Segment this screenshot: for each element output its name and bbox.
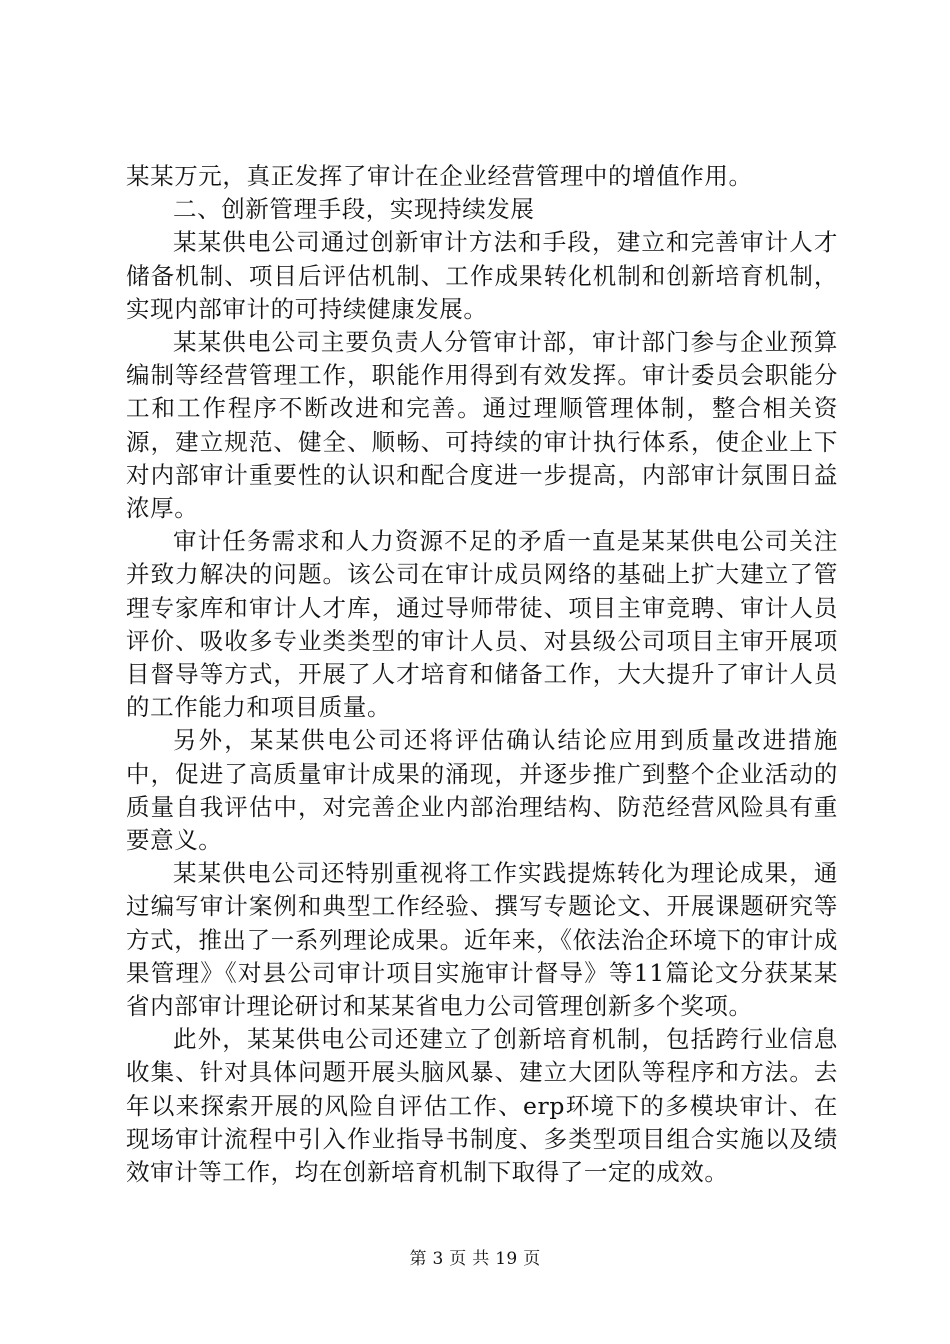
page-number-footer: 第 3 页 共 19 页 [409,1249,541,1269]
section-heading: 二、创新管理手段，实现持续发展 [173,195,535,224]
paragraph: 某某供电公司通过创新审计方法和手段，建立和完善审计人才储备机制、项目后评估机制、工作成果转化机制和创新培育机制，实现内部审计的可持续健康发展。 [126,228,838,323]
paragraph: 某某供电公司还特别重视将工作实践提炼转化为理论成果，通过编写审计案例和典型工作经验、撰写专题论文、开展课题研究等方式，推出了一系列理论成果。近年来，《依法治企环境下的审计成果管理》《对县公司审计项目实施审计督导》等11篇论文分获某某省内部审计理论研讨和某某省电力公司管理创新多个奖项。 [126,859,838,1021]
paragraph: 此外，某某供电公司还建立了创新培育机制，包括跨行业信息收集、针对具体问题开展头脑风暴、建立大团队等程序和方法。去年以来探索开展的风险自评估工作、erp环境下的多模块审计、在现场审计流程中引入作业指导书制度、多类型项目组合实施以及绩效审计等工作，均在创新培育机制下取得了一定的成效。 [126,1025,838,1187]
document-body [126,160,838,1189]
paragraph: 某某供电公司主要负责人分管审计部，审计部门参与企业预算编制等经营管理工作，职能作用得到有效发挥。审计委员会职能分工和工作程序不断改进和完善。通过理顺管理体制，整合相关资源，建立规范、健全、顺畅、可持续的审计执行体系，使企业上下对内部审计重要性的认识和配合度进一步提高，内部审计氛围日益浓厚。 [126,328,838,523]
paragraph: 审计任务需求和人力资源不足的矛盾一直是某某供电公司关注并致力解决的问题。该公司在审计成员网络的基础上扩大建立了管理专家库和审计人才库，通过导师带徒、项目主审竞聘、审计人员评价、吸收多专业类类型的审计人员、对县级公司项目主审开展项目督导等方式，开展了人才培育和储备工作，大大提升了审计人员的工作能力和项目质量。 [126,527,838,722]
paragraph: 另外，某某供电公司还将评估确认结论应用到质量改进措施中，促进了高质量审计成果的涌现，并逐步推广到整个企业活动的质量自我评估中，对完善企业内部治理结构、防范经营风险具有重要意义。 [126,726,838,855]
paragraph-continuation: 某某万元，真正发挥了审计在企业经营管理中的增值作用。 [126,162,753,190]
